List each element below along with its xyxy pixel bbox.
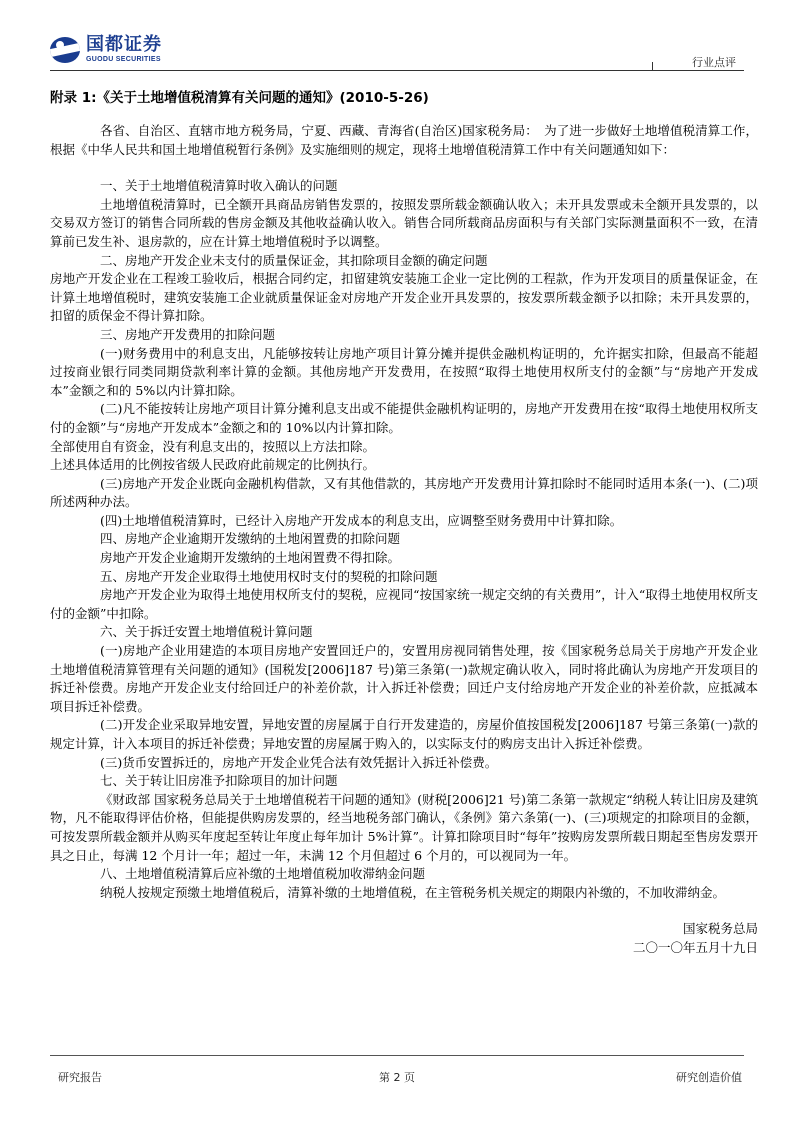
signature-issuer: 国家税务总局	[682, 921, 758, 937]
paragraph: 房地产开发企业为取得土地使用权所支付的契税，应视同“按国家统一规定交纳的有关费用”，计入“取得土地使用权所支付的金额”中扣除。	[50, 587, 758, 621]
paragraph: 房地产开发企业在工程竣工验收后，根据合同约定，扣留建筑安装施工企业一定比例的工程款，作为开发项目的质量保证金，在计算土地增值税时，建筑安装施工企业就质量保证金对房地产开发企业开具发票的，按发票所载金额予以扣除；未开具发票的，扣留的质保金不得计算扣除。	[50, 271, 758, 324]
header-tick	[652, 62, 653, 70]
paragraph: 《财政部 国家税务总局关于土地增值税若干问题的通知》(财税[2006]21 号)第二条第一款规定“纳税人转让旧房及建筑物，凡不能取得评估价格，但能提供购房发票的，经当地税务部门确认，《条例》第六条第(一)、(三)项规定的扣除项目的金额，可按发票所载金额并从购买年度起至转让年度止每年加计 5%计算”。计算扣除项目时“每年”按购房发票所载日期起至售房发票开具之日止，每满 12 个月计一年；超过一年，未满 12 个月但超过 6 个月的，可以视同为一年。	[50, 791, 758, 863]
company-logo	[50, 36, 162, 63]
paragraph: (四)土地增值税清算时，已经计入房地产开发成本的利息支出，应调整至财务费用中计算扣除。	[100, 512, 623, 528]
paragraph: 上述具体适用的比例按省级人民政府此前规定的比例执行。	[50, 457, 376, 473]
logo-name-en: GUODU SECURITIES	[86, 56, 161, 63]
paragraph: (一)财务费用中的利息支出，凡能够按转让房地产项目计算分摊并提供金融机构证明的，允许据实扣除，但最高不能超过按商业银行同类同期贷款利率计算的金额。其他房地产开发费用，在按照“取得土地使用权所支付的金额”与“房地产开发成本”金额之和的 5%以内计算扣除。	[50, 345, 758, 398]
section-heading: 四、房地产企业逾期开发缴纳的土地闲置费的扣除问题	[100, 531, 401, 547]
section-heading: 六、关于拆迁安置土地增值税计算问题	[100, 624, 313, 640]
paragraph: 土地增值税清算时，已全额开具商品房销售发票的，按照发票所载金额确认收入；未开具发票或未全额开具发票的，以交易双方签订的销售合同所载的售房金额及其他收益确认收入。销售合同所载商品房面积与有关部门实际测量面积不一致，在清算前已发生补、退房款的，应在计算土地增值税时予以调整。	[50, 196, 758, 249]
intro-paragraph: 各省、自治区、直辖市地方税务局，宁夏、西藏、青海省(自治区)国家税务局： 为了进一步做好土地增值税清算工作，根据《中华人民共和国土地增值税暂行条例》及实施细则的规定，现将土地增值税清算工作中有关问题通知如下：	[50, 123, 758, 157]
report-type-label: 行业点评	[692, 56, 736, 69]
footer-divider	[50, 1055, 744, 1056]
paragraph: (二)开发企业采取异地安置，异地安置的房屋属于自行开发建造的，房屋价值按国税发[2006]187 号第三条第(一)款的规定计算，计入本项目的拆迁补偿费；异地安置的房屋属于购入的，以实际支付的购房支出计入拆迁补偿费。	[50, 717, 758, 751]
header-divider	[50, 70, 744, 71]
appendix-title: 附录 1:《关于土地增值税清算有关问题的通知》(2010-5-26)	[50, 90, 429, 106]
section-heading: 五、房地产开发企业取得土地使用权时支付的契税的扣除问题	[100, 568, 438, 584]
signature-date: 二〇一〇年五月十九日	[632, 939, 758, 955]
paragraph: 全部使用自有资金，没有利息支出的，按照以上方法扣除。	[50, 438, 376, 454]
logo-mark-icon	[50, 37, 80, 63]
paragraph: (一)房地产企业用建造的本项目房地产安置回迁户的，安置用房视同销售处理，按《国家税务总局关于房地产开发企业土地增值税清算管理有关问题的通知》(国税发[2006]187 号)第三条第(一)款规定确认收入，同时将此确认为房地产开发项目的拆迁补偿费。房地产开发企业支付给回迁户的补差价款，计入拆迁补偿费；回迁户支付给房地产开发企业的补差价款，应抵减本项目拆迁补偿费。	[50, 643, 758, 714]
section-heading: 八、土地增值税清算后应补缴的土地增值税加收滞纳金问题	[100, 866, 426, 882]
paragraph: (三)房地产开发企业既向金融机构借款，又有其他借款的，其房地产开发费用计算扣除时不能同时适用本条(一)、(二)项所述两种办法。	[50, 475, 758, 510]
document-body	[50, 122, 758, 958]
paragraph: 房地产开发企业逾期开发缴纳的土地闲置费不得扣除。	[100, 550, 401, 566]
section-heading: 三、房地产开发费用的扣除问题	[100, 326, 276, 342]
paragraph: (二)凡不能按转让房地产项目计算分摊利息支出或不能提供金融机构证明的，房地产开发费用在按“取得土地使用权所支付的金额”与“房地产开发成本”金额之和的 10%以内计算扣除。	[50, 401, 758, 435]
footer-slogan: 研究创造价值	[676, 1071, 742, 1084]
section-heading: 一、关于土地增值税清算时收入确认的问题	[100, 178, 338, 194]
page-number: 第 2 页	[379, 1071, 415, 1084]
section-heading: 七、关于转让旧房准予扣除项目的加计问题	[100, 773, 338, 789]
page-header	[0, 0, 794, 80]
logo-name-cn: 国都证券	[86, 34, 162, 55]
paragraph: (三)货币安置拆迁的，房地产开发企业凭合法有效凭据计入拆迁补偿费。	[100, 754, 498, 770]
section-heading: 二、房地产开发企业未支付的质量保证金，其扣除项目金额的确定问题	[100, 252, 488, 268]
paragraph: 纳税人按规定预缴土地增值税后，清算补缴的土地增值税，在主管税务机关规定的期限内补缴的，不加收滞纳金。	[100, 884, 726, 900]
footer-left-label: 研究报告	[58, 1071, 102, 1084]
